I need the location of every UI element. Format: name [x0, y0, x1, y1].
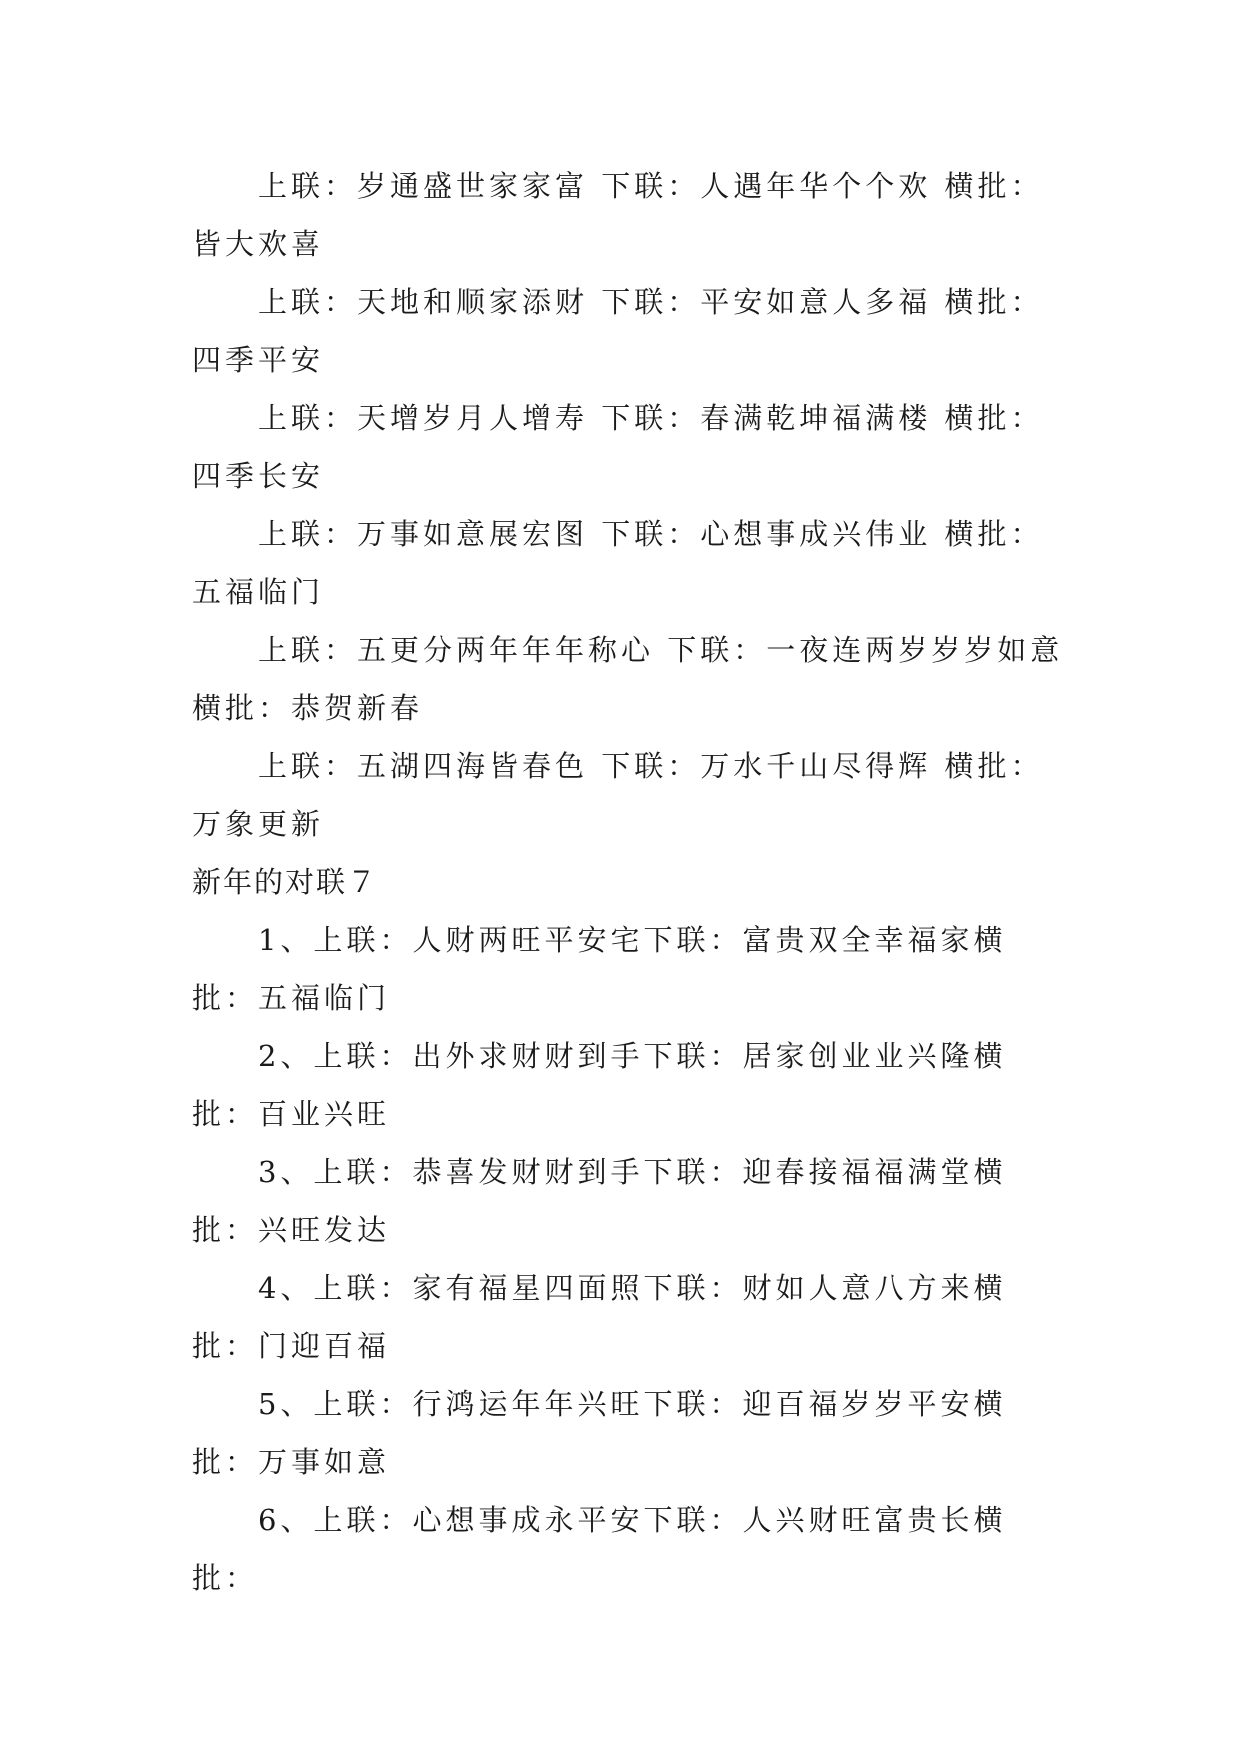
numbered-couplet-paragraph: 5、上联：行鸿运年年兴旺下联：迎百福岁岁平安横批：万事如意: [192, 1387, 1007, 1479]
couplet-paragraph: 上联：万事如意展宏图 下联：心想事成兴伟业 横批：五福临门: [192, 517, 1044, 609]
numbered-couplet-paragraph: 2、上联：出外求财财到手下联：居家创业业兴隆横批：百业兴旺: [192, 1039, 1007, 1131]
document-body: [192, 157, 1072, 1607]
numbered-couplet-paragraph: 3、上联：恭喜发财财到手下联：迎春接福福满堂横批：兴旺发达: [192, 1155, 1007, 1247]
couplet-paragraph: 上联：五更分两年年年称心 下联：一夜连两岁岁岁如意 横批：恭贺新春: [192, 633, 1064, 725]
couplet-paragraph: 上联：五湖四海皆春色 下联：万水千山尽得辉 横批：万象更新: [192, 749, 1044, 841]
couplet-paragraph: 上联：天增岁月人增寿 下联：春满乾坤福满楼 横批：四季长安: [192, 401, 1044, 493]
numbered-couplet-paragraph: 6、上联：心想事成永平安下联：人兴财旺富贵长横批：: [192, 1503, 1007, 1595]
couplet-paragraph: 上联：岁通盛世家家富 下联：人遇年华个个欢 横批：皆大欢喜: [192, 169, 1044, 261]
numbered-couplet-paragraph: 4、上联：家有福星四面照下联：财如人意八方来横批：门迎百福: [192, 1271, 1007, 1363]
couplet-paragraph: 上联：天地和顺家添财 下联：平安如意人多福 横批：四季平安: [192, 285, 1044, 377]
section-heading: 新年的对联７: [192, 865, 379, 899]
numbered-couplet-paragraph: 1、上联：人财两旺平安宅下联：富贵双全幸福家横批：五福临门: [192, 923, 1007, 1015]
